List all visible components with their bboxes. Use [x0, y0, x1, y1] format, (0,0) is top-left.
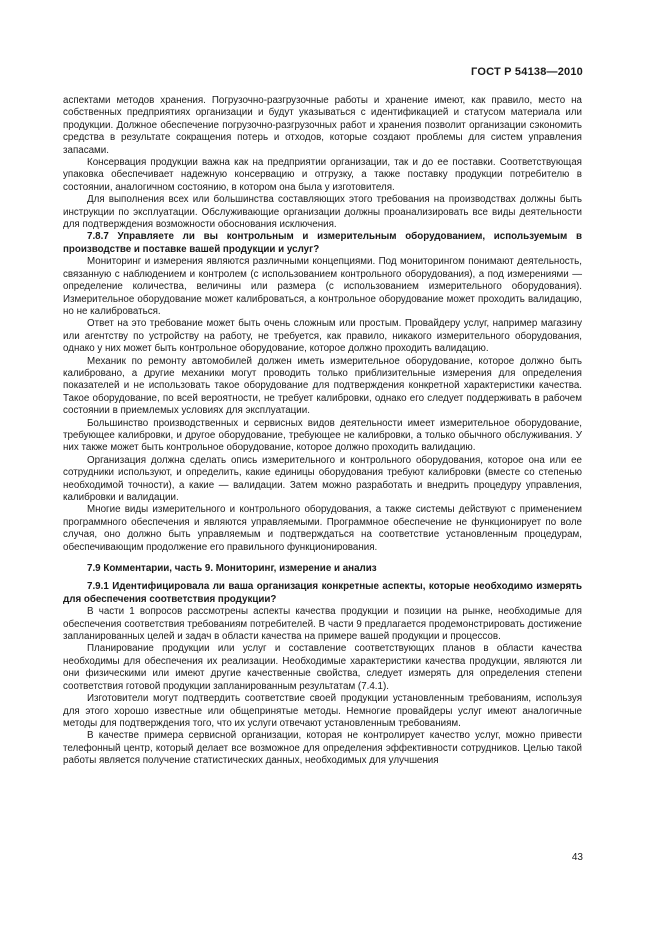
paragraph-software-control: Многие виды измерительного и контрольного оборудования, а также системы действуют с применением программного обеспечения и являются управляемыми. Программное обеспечение не функционирует по воле случая, оно должно быть управляемым и подтверждаться на соответствие установленным процедурам, обеспечивающим продолжение его правильного функционирования. [63, 504, 582, 553]
paragraph-calibration-needs: Большинство производственных и сервисных видов деятельности имеет измерительное оборудование, требующее калибровки, и другое оборудование, требующее не калибровки, а только обычного обслуживания. У них также может быть контрольное оборудование, которое должно проходить валидацию. [63, 417, 582, 454]
paragraph-preservation: Консервация продукции важна как на предприятии организации, так и до ее поставки. Соответствующая упаковка обеспечивает надежную консервацию и отгрузку, а также поставку продукции потребителю в состоянии, аналогичном состоянию, в котором она была у изготовителя. [63, 157, 582, 193]
standard-id-header: ГОСТ Р 54138—2010 [471, 66, 583, 78]
paragraph-quality-planning: Планирование продукции или услуг и составление соответствующих планов в области качества необходимы для обеспечения их реализации. Необходимые характеристики качества продукции, являются ли они физическими или имеют другие качественные свойства, следует измерять для определения степени соответствия готовой продукции запланированным результатам (7.4.1). [63, 643, 582, 692]
paragraph-part-1-and-9: В части 1 вопросов рассмотрены аспекты качества продукции и позиции на рынке, необходимые для обеспечения соответствия требованиям потребителей. В части 9 предлагается продемонстрировать достижение запланированных целей и задач в области качества на примере вашей продукции и процессов. [63, 606, 582, 643]
paragraph-operating-instructions: Для выполнения всех или большинства составляющих этого требования на производствах должны быть инструкции по эксплуатации. Обслуживающие организации должны проанализировать все виды деятельности для подтверждения возможности обоснования исключения. [63, 194, 582, 231]
paragraph-call-center-example: В качестве примера сервисной организации, которая не контролирует качество услуг, можно привести телефонный центр, который делает все возможное для определения эффективности сотрудников. Целью такой работы является получение статистических данных, необходимых для улучшения [63, 730, 582, 767]
page-number: 43 [571, 852, 583, 863]
section-heading-7-8-7: 7.8.7 Управляете ли вы контрольным и измерительным оборудованием, используемым в производстве и поставке вашей продукции и услуг? [63, 231, 582, 255]
paragraph-car-mechanic: Механик по ремонту автомобилей должен иметь измерительное оборудование, которое должно быть калибровано, а другие механики могут проводить только приблизительные измерения для определения показателей и не использовать такое оборудование для подтверждения конкретной характеристики качества. Такое оборудование, по всей вероятности, не требует калибровки, однако его следует поддерживать в рабочем состоянии в приемлемых условиях для эксплуатации. [63, 355, 582, 417]
paragraph-manufacturers: Изготовители могут подтвердить соответствие своей продукции установленным требованиям, используя для этого хорошо известные или общепринятые методы. Немногие провайдеры услуг имеют аналогичные методы для подтверждения того, что их услуги отвечают установленным требованиям. [63, 693, 582, 729]
paragraph-answer-complexity: Ответ на это требование может быть очень сложным или простым. Провайдеру услуг, например магазину или агентству по устройству на работу, не требуется, как правило, никакого измерительного оборудования, однако у них может быть контрольное оборудование, которое должно проходить валидацию. [63, 318, 582, 355]
paragraph-monitoring-vs-measurement: Мониторинг и измерения являются различными концепциями. Под мониторингом понимают деятельность, связанную с наблюдением и контролем (с использованием контрольного оборудования), а под измерениями — определение количества, величины или размера (с использованием измерительного оборудования). Измерительное оборудование может калиброваться, а контрольное оборудование может проходить валидацию, но не калиброваться. [63, 256, 582, 317]
section-heading-7-9: 7.9 Комментарии, часть 9. Мониторинг, измерение и анализ [87, 563, 377, 575]
paragraph-storage-methods: аспектами методов хранения. Погрузочно-разгрузочные работы и хранение имеют, как правило, место на собственных предприятиях организации и будут указываться с идентификацией и статусом материала или продукции. Должное обеспечение погрузочно-разгрузочных работ и хранения позволит организации сэкономить средства в результате сокращения потерь и отходов, которые создают проблемы для систем управления запасами. [63, 95, 582, 156]
paragraph-equipment-inventory: Организация должна сделать опись измерительного и контрольного оборудования, которое она или ее сотрудники используют, и определить, какие единицы оборудования требуют калибровки (вместе со степенью необходимой точности), а какие — валидации. Затем можно разработать и внедрить процедуру управления, калибровки и валидации. [63, 454, 582, 503]
section-heading-7-9-1: 7.9.1 Идентифицировала ли ваша организация конкретные аспекты, которые необходимо измерять для обеспечения соответствия продукции? [63, 581, 582, 605]
page-body [63, 95, 582, 768]
